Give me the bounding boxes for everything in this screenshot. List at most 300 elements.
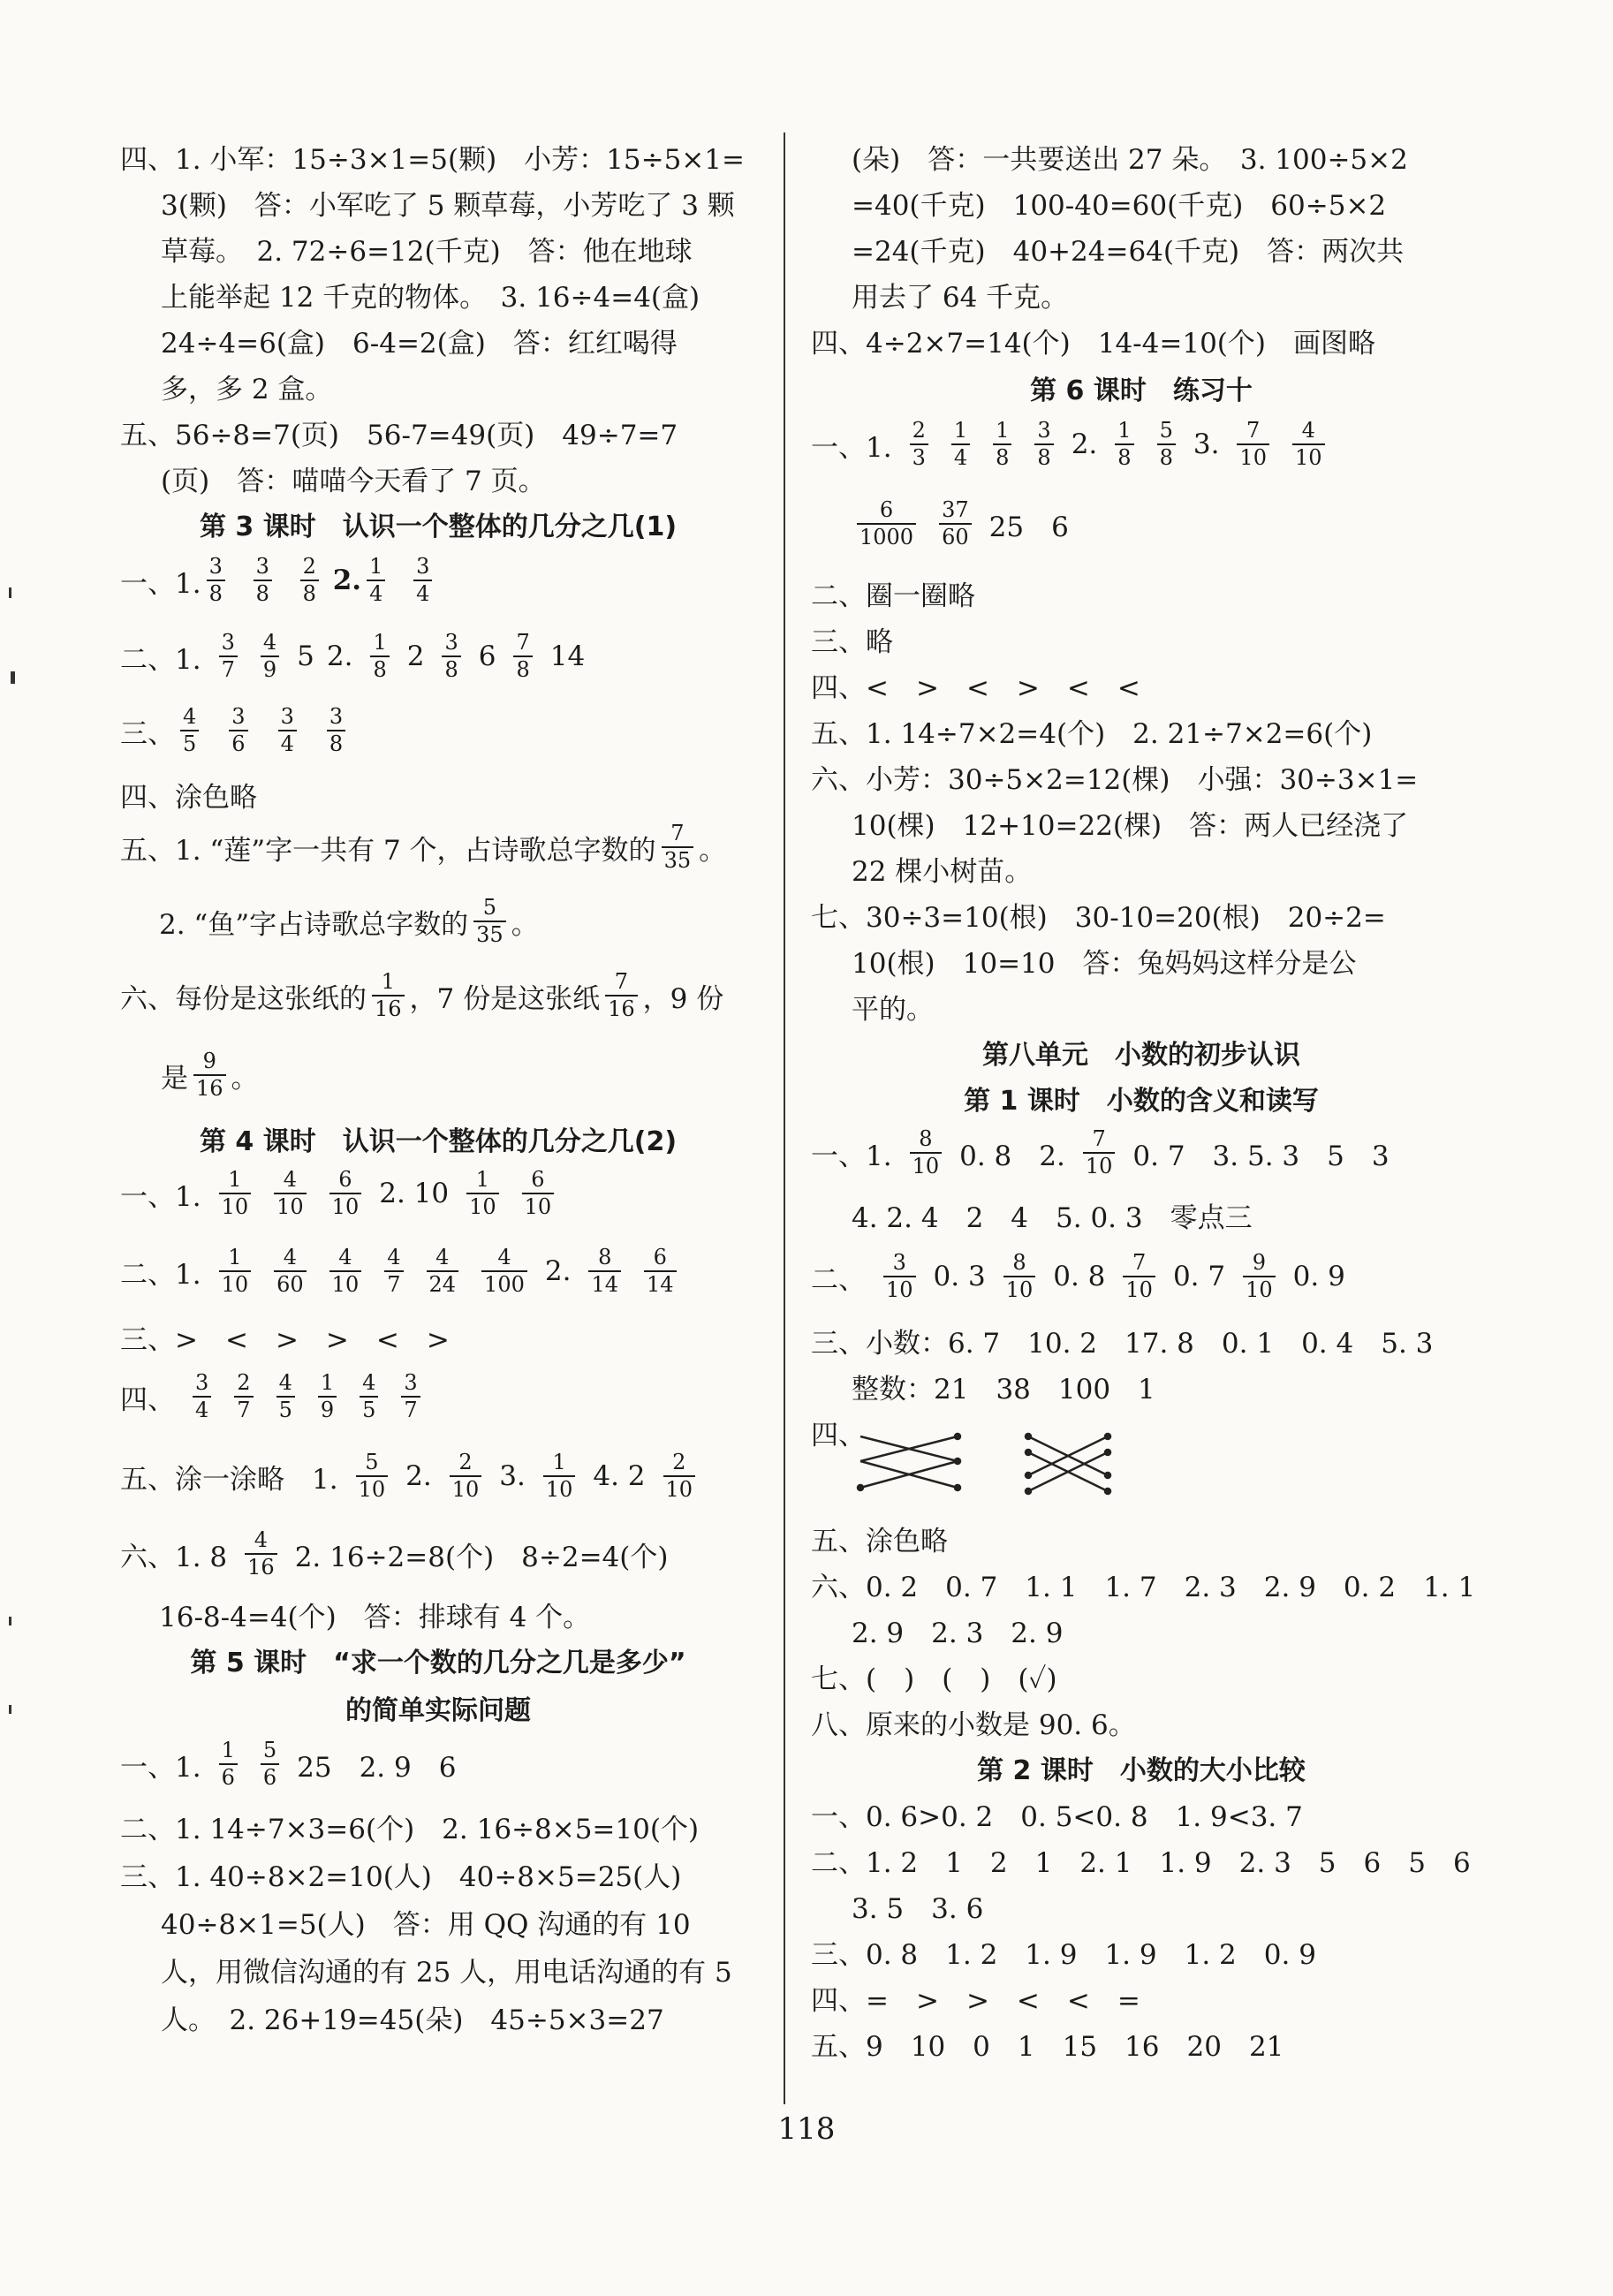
answer-line xyxy=(852,224,1472,272)
answer-text: 六、1. 8 xyxy=(120,1541,228,1573)
answer-text: 三、0. 8 1. 2 1. 9 1. 9 1. 2 0. 9 xyxy=(811,1938,1316,1971)
scan-mark xyxy=(11,671,15,684)
numerator: 4 xyxy=(362,1370,376,1396)
numerator: 7 xyxy=(614,969,629,995)
numerator: 8 xyxy=(598,1245,612,1270)
lesson-heading-text: 第 5 课时 “求一个数的几分之几是多少” xyxy=(190,1648,686,1678)
answer-line xyxy=(811,316,1472,364)
denominator: 1000 xyxy=(860,524,914,549)
answer-text: 六、0. 2 0. 7 1. 1 1. 7 2. 3 2. 9 0. 2 1. 1 xyxy=(811,1571,1476,1603)
answer-line xyxy=(161,224,756,272)
fraction xyxy=(1123,1252,1155,1301)
numerator: 3 xyxy=(329,704,344,730)
answer-line xyxy=(811,1836,1472,1883)
answer-line xyxy=(120,818,756,876)
answer-line xyxy=(811,1698,1472,1746)
denominator: 10 xyxy=(331,1271,360,1297)
numerator: 4 xyxy=(262,630,277,655)
fraction xyxy=(356,1451,389,1501)
answer-text: 二、圈一圈略 xyxy=(811,580,975,612)
numerator: 1 xyxy=(475,1167,490,1193)
fraction xyxy=(254,556,272,605)
fraction xyxy=(261,632,279,681)
answer-line xyxy=(161,1046,756,1104)
answer-text: 四、1. 小军：15÷3×1=5(颗) 小芳：15÷5×1= xyxy=(120,143,745,176)
lesson-heading-text: 第 1 课时 小数的含义和读写 xyxy=(964,1086,1319,1117)
answer-line xyxy=(852,270,1472,318)
numerator: 3 xyxy=(444,630,458,655)
numerator: 5 xyxy=(262,1738,277,1763)
answer-line xyxy=(120,1366,756,1428)
answer-line xyxy=(811,2019,1472,2067)
denominator: 8 xyxy=(996,444,1010,470)
fraction xyxy=(318,1372,337,1421)
denominator: 7 xyxy=(221,656,235,682)
denominator: 5 xyxy=(183,731,197,756)
answer-line xyxy=(120,1163,756,1224)
fraction xyxy=(219,1247,252,1296)
fraction xyxy=(1292,420,1325,469)
answer-text: 2. “鱼”字占诗歌总字数的 xyxy=(159,908,469,941)
answer-text: 一、1. xyxy=(120,567,201,600)
answer-line xyxy=(852,845,1472,892)
answer-line xyxy=(120,408,756,456)
answer-text: 三、小数：6. 7 10. 2 17. 8 0. 1 0. 4 5. 3 xyxy=(811,1327,1434,1360)
denominator: 16 xyxy=(375,996,402,1021)
denominator: 10 xyxy=(221,1271,249,1297)
fraction xyxy=(401,1372,420,1421)
answer-text: 上能举起 12 千克的物体。 3. 16÷4=4(盒) xyxy=(161,281,700,314)
denominator: 10 xyxy=(886,1277,913,1302)
answer-line xyxy=(811,1790,1472,1838)
answer-line xyxy=(120,133,756,180)
fraction xyxy=(327,706,345,755)
answer-text: 平的。 xyxy=(852,993,934,1026)
numerator: 3 xyxy=(255,554,269,580)
answer-text: 三、 xyxy=(120,717,175,750)
fraction xyxy=(234,1372,253,1421)
denominator: 4 xyxy=(280,731,294,756)
fraction xyxy=(662,822,694,872)
denominator: 14 xyxy=(646,1271,674,1297)
scan-mark xyxy=(9,587,11,598)
numerator: 6 xyxy=(653,1245,667,1270)
denominator: 10 xyxy=(545,1476,573,1502)
answer-line xyxy=(852,936,1472,984)
numerator: 5 xyxy=(1159,418,1173,443)
answer-text: ，9 份 xyxy=(642,982,724,1015)
answer-text: 人。 2. 26+19=45(朵) 45÷5×3=27 xyxy=(161,2004,664,2036)
answer-line xyxy=(852,493,1472,555)
numerator: 4 xyxy=(338,1245,352,1270)
fraction xyxy=(1034,420,1053,469)
numerator: 6 xyxy=(879,497,894,523)
answer-text: 二、1. xyxy=(120,1258,201,1291)
answer-text: 10(根) 10=10 答：兔妈妈这样分是公 xyxy=(852,947,1357,980)
answer-line xyxy=(811,661,1472,709)
answer-text: 八、原来的小数是 90. 6。 xyxy=(811,1709,1136,1741)
answer-text: 五、56÷8=7(页) 56-7=49(页) 49÷7=7 xyxy=(120,419,678,451)
numerator: 3 xyxy=(404,1370,418,1396)
numerator: 7 xyxy=(1132,1250,1147,1276)
fraction xyxy=(274,1247,307,1296)
numerator: 3 xyxy=(416,554,430,580)
answer-text: ，7 份是这张纸 xyxy=(409,982,601,1015)
answer-text: 5 xyxy=(297,640,314,672)
lesson-heading-text: 第 4 课时 认识一个整体的几分之几(2) xyxy=(199,1126,678,1157)
denominator: 8 xyxy=(1117,444,1132,470)
answer-text: 四、4÷2×7=14(个) 14-4=10(个) 画图略 xyxy=(811,327,1375,360)
numerator: 4 xyxy=(435,1245,450,1270)
answer-line xyxy=(161,178,756,226)
denominator: 8 xyxy=(516,656,530,682)
fraction xyxy=(370,632,389,681)
fraction xyxy=(229,706,247,755)
numerator: 3 xyxy=(208,554,223,580)
denominator: 4 xyxy=(195,1397,209,1422)
denominator: 9 xyxy=(262,656,277,682)
fraction xyxy=(481,1247,527,1296)
fraction xyxy=(910,420,928,469)
matching-lines-diagram xyxy=(852,1426,1117,1504)
fraction xyxy=(367,556,385,605)
denominator: 4 xyxy=(369,580,383,606)
numerator: 1 xyxy=(373,630,387,655)
fraction xyxy=(644,1247,677,1296)
denominator: 6 xyxy=(262,1764,277,1790)
answer-text: (页) 答：喵喵今天看了 7 页。 xyxy=(161,465,546,497)
denominator: 14 xyxy=(591,1271,618,1297)
numerator: 5 xyxy=(365,1450,379,1475)
answer-line xyxy=(852,1191,1472,1239)
numerator: 2 xyxy=(912,418,926,443)
numerator: 3 xyxy=(1037,418,1051,443)
fraction xyxy=(413,556,432,605)
fraction xyxy=(207,556,225,605)
denominator: 35 xyxy=(663,847,692,873)
lesson-heading xyxy=(811,1074,1472,1122)
denominator: 35 xyxy=(476,921,504,947)
denominator: 10 xyxy=(451,1476,480,1502)
fraction xyxy=(329,1169,362,1218)
lesson-heading-text: 第 6 课时 练习十 xyxy=(1030,375,1253,406)
numerator: 3 xyxy=(221,630,235,655)
numerator: 37 xyxy=(942,497,969,523)
column-divider xyxy=(784,133,785,2104)
answer-text: 二、1. xyxy=(120,643,201,676)
answer-line xyxy=(120,1240,756,1302)
answer-text: 五、涂一涂略 1. xyxy=(120,1463,338,1496)
fraction xyxy=(193,1372,211,1421)
answer-text: 七、( ) ( ) (✓) xyxy=(811,1663,1057,1695)
answer-text: 0. 7 xyxy=(1172,1261,1226,1292)
answer-line xyxy=(120,701,756,760)
denominator: 10 xyxy=(665,1476,693,1502)
numerator: 2 xyxy=(302,554,316,580)
numerator: 1 xyxy=(228,1245,242,1270)
denominator: 6 xyxy=(221,1764,235,1790)
fraction xyxy=(372,971,405,1020)
fraction xyxy=(473,897,506,946)
answer-text: 0. 8 2. xyxy=(959,1140,1065,1172)
fraction xyxy=(450,1451,482,1501)
answer-text: 四、涂色略 xyxy=(120,781,257,814)
denominator: 16 xyxy=(608,996,635,1021)
answer-text: 0. 3 xyxy=(933,1261,986,1292)
fraction xyxy=(442,632,460,681)
answer-line xyxy=(811,1514,1472,1562)
numerator: 4 xyxy=(283,1167,298,1193)
denominator: 60 xyxy=(942,524,969,549)
answer-text: 22 棵小树苗。 xyxy=(852,855,1033,888)
answer-text: 二、1. 2 1 2 1 2. 1 1. 9 2. 3 5 6 5 6 xyxy=(811,1846,1471,1879)
answer-line xyxy=(811,707,1472,754)
numerator: 1 xyxy=(381,969,395,995)
answer-line xyxy=(811,1316,1472,1364)
answer-line xyxy=(811,615,1472,663)
scan-mark xyxy=(9,1617,11,1625)
answer-text: (朵) 答：一共要送出 27 朵。 3. 100÷5×2 xyxy=(852,143,1408,176)
fraction xyxy=(300,556,319,605)
denominator: 16 xyxy=(196,1075,223,1101)
answer-text: 一、1. xyxy=(120,1751,201,1784)
denominator: 10 xyxy=(1005,1277,1034,1302)
answer-line xyxy=(161,454,756,502)
fraction xyxy=(427,1247,459,1296)
answer-text: 四、= > > < < = xyxy=(811,1984,1140,2017)
numerator: 4 xyxy=(1301,418,1315,443)
denominator: 10 xyxy=(1125,1277,1153,1302)
fraction xyxy=(1237,420,1269,469)
answer-text: 五、1. “莲”字一共有 7 个，占诗歌总字数的 xyxy=(120,834,656,867)
numerator: 1 xyxy=(228,1167,242,1193)
scan-mark xyxy=(9,1705,11,1714)
fraction xyxy=(588,1247,621,1296)
denominator: 7 xyxy=(404,1397,418,1422)
answer-line xyxy=(120,1523,756,1585)
answer-text: 2. 10 xyxy=(379,1178,450,1209)
answer-line xyxy=(852,982,1472,1030)
fraction xyxy=(274,1169,307,1218)
answer-text: 2. 9 2. 3 2. 9 xyxy=(852,1617,1064,1649)
answer-text: 10(棵) 12+10=22(棵) 答：两人已经浇了 xyxy=(852,809,1409,842)
denominator: 8 xyxy=(444,656,458,682)
answer-line xyxy=(161,1898,756,1945)
answer-text: 24÷4=6(盒) 6-4=2(盒) 答：红红喝得 xyxy=(161,327,678,360)
answer-text: 四、 xyxy=(120,1383,175,1416)
answer-text: 二、 xyxy=(811,1263,866,1296)
answer-text: 25 2. 9 6 xyxy=(297,1751,457,1784)
answer-text: 3. 5 3. 6 xyxy=(852,1892,984,1925)
numerator: 9 xyxy=(1252,1250,1267,1276)
numerator: 1 xyxy=(953,418,968,443)
numerator: 4 xyxy=(254,1527,269,1553)
answer-line xyxy=(120,1445,756,1507)
answer-text: 五、1. 14÷7×2=4(个) 2. 21÷7×2=6(个) xyxy=(811,717,1373,750)
answer-line xyxy=(120,1850,756,1898)
answer-line xyxy=(811,1928,1472,1975)
fraction xyxy=(1083,1128,1116,1178)
answer-text: 草莓。 2. 72÷6=12(千克) 答：他在地球 xyxy=(161,235,693,268)
fraction xyxy=(276,1372,295,1421)
fraction xyxy=(329,1247,362,1296)
answer-text: 4. 2. 4 2 4 5. 0. 3 零点三 xyxy=(852,1201,1253,1234)
denominator: 9 xyxy=(320,1397,335,1422)
denominator: 5 xyxy=(362,1397,376,1422)
denominator: 10 xyxy=(524,1193,552,1219)
answer-line xyxy=(811,1122,1472,1184)
fraction xyxy=(1157,420,1176,469)
answer-text: 一、1. xyxy=(120,1180,201,1213)
answer-line xyxy=(161,316,756,364)
answer-text: 0. 9 xyxy=(1292,1261,1345,1292)
answer-text: 。 xyxy=(231,1062,259,1095)
fraction xyxy=(278,706,297,755)
answer-text: 用去了 64 千克。 xyxy=(852,281,1069,314)
lesson-heading xyxy=(811,364,1472,412)
fraction xyxy=(883,1252,916,1301)
denominator: 24 xyxy=(428,1271,457,1297)
answer-line xyxy=(811,1974,1472,2021)
answer-text: 四、< > < > < < xyxy=(811,671,1140,704)
numerator: 2 xyxy=(237,1370,251,1396)
answer-line xyxy=(120,966,756,1025)
answer-line xyxy=(852,178,1472,226)
numerator: 2 xyxy=(458,1450,473,1475)
numerator: 8 xyxy=(919,1126,933,1152)
denominator: 10 xyxy=(358,1476,386,1502)
fraction xyxy=(360,1372,378,1421)
numerator: 9 xyxy=(202,1049,216,1074)
unit-heading xyxy=(811,1028,1472,1076)
unit-heading-text: 第八单元 小数的初步认识 xyxy=(982,1040,1300,1071)
answer-text: 2 xyxy=(406,640,425,672)
numerator: 5 xyxy=(482,895,497,921)
answer-line xyxy=(161,1945,756,1993)
denominator: 7 xyxy=(237,1397,251,1422)
answer-text: 4. 2 xyxy=(593,1460,646,1492)
fraction xyxy=(951,420,970,469)
fraction xyxy=(993,420,1011,469)
denominator: 8 xyxy=(1037,444,1051,470)
denominator: 6 xyxy=(231,731,246,756)
numerator: 7 xyxy=(1092,1126,1106,1152)
answer-text: 一、1. xyxy=(811,431,892,464)
answer-line xyxy=(120,1313,756,1360)
numerator: 1 xyxy=(1117,418,1132,443)
answer-line xyxy=(161,362,756,410)
numerator: 7 xyxy=(516,630,530,655)
answer-text: 五、涂色略 xyxy=(811,1525,948,1557)
numerator: 3 xyxy=(231,704,246,730)
answer-text: 2. xyxy=(405,1460,432,1492)
denominator: 10 xyxy=(469,1193,496,1219)
denominator: 8 xyxy=(302,580,316,606)
answer-text: 六、小芳：30÷5×2=12(棵) 小强：30÷3×1= xyxy=(811,763,1419,796)
fraction xyxy=(219,632,238,681)
denominator: 10 xyxy=(1085,1153,1113,1178)
answer-line xyxy=(852,799,1472,846)
answer-text: 40÷8×1=5(人) 答：用 QQ 沟通的有 10 xyxy=(161,1908,691,1941)
answer-text: 三、1. 40÷8×2=10(人) 40÷8×5=25(人) xyxy=(120,1860,682,1893)
answer-text: 六、每份是这张纸的 xyxy=(120,982,367,1015)
lesson-heading-text: 的简单实际问题 xyxy=(345,1695,531,1726)
denominator: 100 xyxy=(484,1271,525,1297)
answer-text: 整数：21 38 100 1 xyxy=(852,1373,1155,1406)
answer-line xyxy=(811,569,1472,617)
fraction xyxy=(193,1050,226,1100)
answer-line xyxy=(811,1652,1472,1700)
fraction xyxy=(910,1128,943,1178)
answer-text: 16-8-4=4(个) 答：排球有 4 个。 xyxy=(159,1601,591,1633)
numerator: 2 xyxy=(672,1450,686,1475)
fraction xyxy=(939,499,972,549)
lesson-heading xyxy=(120,1684,756,1731)
fraction xyxy=(513,632,532,681)
fraction xyxy=(605,971,638,1020)
answer-text: 2. xyxy=(332,565,362,596)
fraction xyxy=(261,1739,279,1789)
answer-text: 一、0. 6>0. 2 0. 5<0. 8 1. 9<3. 7 xyxy=(811,1800,1303,1833)
numerator: 7 xyxy=(670,821,685,846)
answer-line xyxy=(852,1362,1472,1410)
answer-line xyxy=(811,1560,1476,1608)
numerator: 3 xyxy=(195,1370,209,1396)
answer-text: 3(颗) 答：小军吃了 5 颗草莓，小芳吃了 3 颗 xyxy=(161,189,735,222)
answer-text: 3. xyxy=(499,1460,526,1492)
answer-text: 14 xyxy=(549,640,586,672)
answer-text: =40(千克) 100-40=60(千克) 60÷5×2 xyxy=(852,189,1387,222)
denominator: 10 xyxy=(1294,444,1322,470)
lesson-heading-text: 第 2 课时 小数的大小比较 xyxy=(977,1755,1306,1786)
fraction xyxy=(245,1529,277,1579)
answer-text: 0. 7 3. 5. 3 5 3 xyxy=(1132,1140,1390,1172)
answer-line xyxy=(811,1246,1472,1307)
lesson-heading xyxy=(120,1636,756,1684)
answer-text: 是 xyxy=(161,1062,188,1095)
denominator: 8 xyxy=(208,580,223,606)
lesson-heading-text: 第 3 课时 认识一个整体的几分之几(1) xyxy=(199,511,678,542)
denominator: 10 xyxy=(1246,1277,1273,1302)
answer-text: 五、9 10 0 1 15 16 20 21 xyxy=(811,2030,1284,2063)
answer-text: =24(千克) 40+24=64(千克) 答：两次共 xyxy=(852,235,1405,268)
denominator: 10 xyxy=(276,1193,304,1219)
answer-text: 2. xyxy=(326,640,353,672)
answer-text: 一、1. xyxy=(811,1140,892,1172)
answer-text: 25 6 xyxy=(988,511,1069,543)
answer-text: 。 xyxy=(699,834,727,867)
denominator: 5 xyxy=(278,1397,292,1422)
fraction xyxy=(857,499,916,549)
fraction xyxy=(466,1169,499,1218)
fraction xyxy=(219,1739,238,1789)
answer-text: 四、 xyxy=(811,1419,866,1451)
answer-text: 3. xyxy=(1193,428,1220,460)
answer-line xyxy=(852,1606,1472,1654)
numerator: 1 xyxy=(320,1370,335,1396)
answer-text: 三、> < > > < > xyxy=(120,1323,450,1356)
denominator: 4 xyxy=(953,444,968,470)
numerator: 4 xyxy=(283,1245,298,1270)
numerator: 6 xyxy=(338,1167,352,1193)
answer-text: 6 xyxy=(478,640,496,672)
answer-line xyxy=(120,770,756,818)
denominator: 10 xyxy=(1239,444,1267,470)
answer-line xyxy=(159,1590,756,1638)
fraction xyxy=(219,1169,252,1218)
fraction xyxy=(180,706,199,755)
answer-line xyxy=(159,892,756,951)
